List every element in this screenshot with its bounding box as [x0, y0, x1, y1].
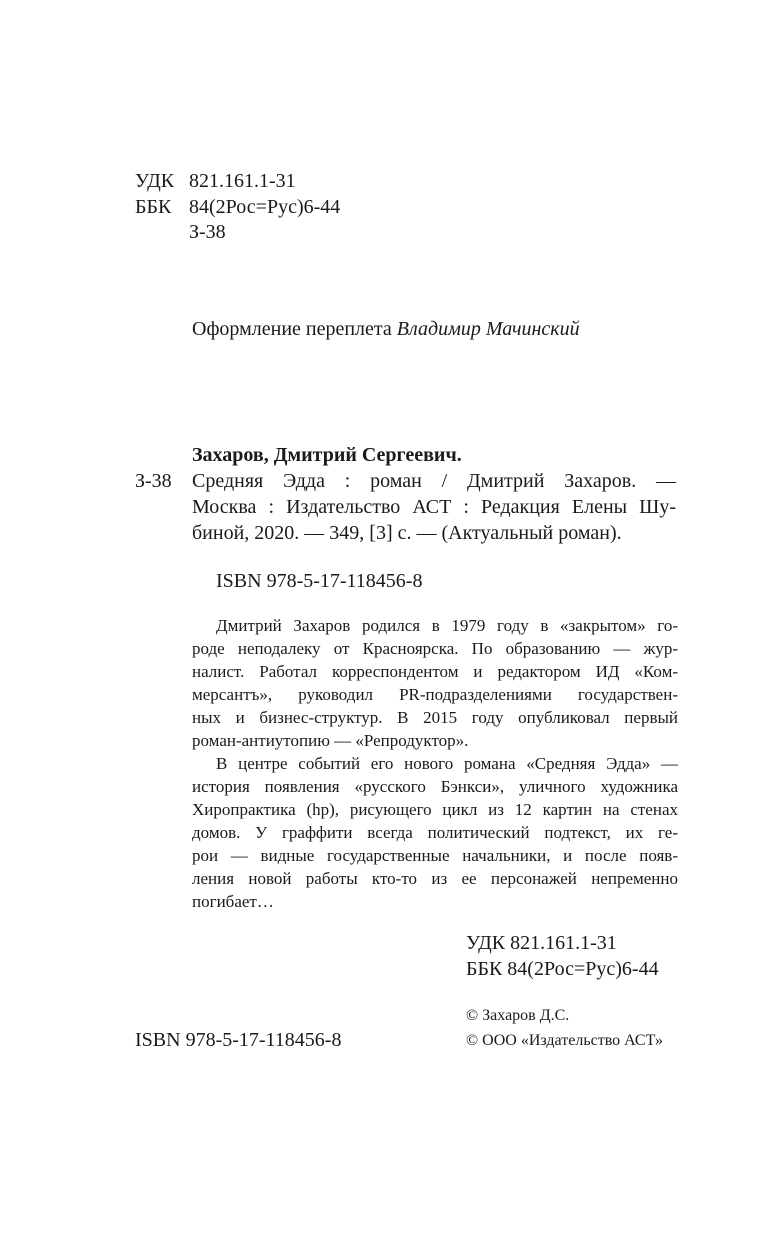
- design-credit-label: Оформление переплета: [192, 318, 392, 340]
- author-sign: З-38: [135, 470, 172, 492]
- annotation-line: ления новой работы кто-то из ее персонажей непременно: [192, 869, 678, 888]
- bibliographic-description: [192, 468, 676, 546]
- udk-bottom: УДК 821.161.1-31: [466, 932, 617, 954]
- copyright-author: © Захаров Д.С.: [466, 1007, 570, 1024]
- bibliographic-line: Средняя Эдда : роман / Дмитрий Захаров. —: [192, 470, 676, 492]
- design-credit: [192, 316, 580, 342]
- annotation-line: рои — видные государственные начальники, и после появ-: [192, 846, 678, 865]
- udk-value: 821.161.1-31: [189, 170, 296, 192]
- design-credit-designer: Владимир Мачинский: [396, 318, 580, 340]
- annotation-line: Хиропрактика (hp), рисующего цикл из 12 картин на стенах: [192, 800, 678, 819]
- annotation-line: домов. У граффити всегда политический подтекст, их ге-: [192, 823, 678, 842]
- annotation-line: история появления «русского Бэнкси», уличного художника: [192, 777, 678, 796]
- bibliographic-line: биной, 2020. — 349, [3] с. — (Актуальный роман).: [192, 522, 622, 544]
- author-heading: Захаров, Дмитрий Сергеевич.: [192, 444, 462, 466]
- author-sign-top: З-38: [189, 221, 226, 243]
- bbk-value: 84(2Рос=Рус)6-44: [189, 196, 341, 218]
- annotation-line: погибает…: [192, 892, 274, 911]
- annotation-line: налист. Работал корреспондентом и редактором ИД «Ком-: [192, 662, 678, 681]
- isbn-record: ISBN 978-5-17-118456-8: [216, 570, 423, 592]
- bbk-bottom: ББК 84(2Рос=Рус)6-44: [466, 958, 659, 980]
- bbk-label: ББК: [135, 196, 172, 218]
- udk-label: УДК: [135, 170, 175, 192]
- annotation-line: В центре событий его нового романа «Средняя Эдда» —: [216, 754, 678, 773]
- annotation: [192, 614, 678, 913]
- bibliographic-line: Москва : Издательство АСТ : Редакция Елены Шу-: [192, 496, 676, 518]
- copyright-publisher: © ООО «Издательство АСТ»: [466, 1032, 663, 1049]
- annotation-line: роман-антиутопию — «Репродуктор».: [192, 731, 469, 750]
- annotation-line: ных и бизнес-структур. В 2015 году опубликовал первый: [192, 708, 678, 727]
- annotation-line: Дмитрий Захаров родился в 1979 году в «закрытом» го-: [216, 616, 678, 635]
- annotation-line: мерсантъ», руководил PR-подразделениями государствен-: [192, 685, 678, 704]
- annotation-line: роде неподалеку от Красноярска. По образованию — жур-: [192, 639, 678, 658]
- isbn-footer: ISBN 978-5-17-118456-8: [135, 1029, 342, 1051]
